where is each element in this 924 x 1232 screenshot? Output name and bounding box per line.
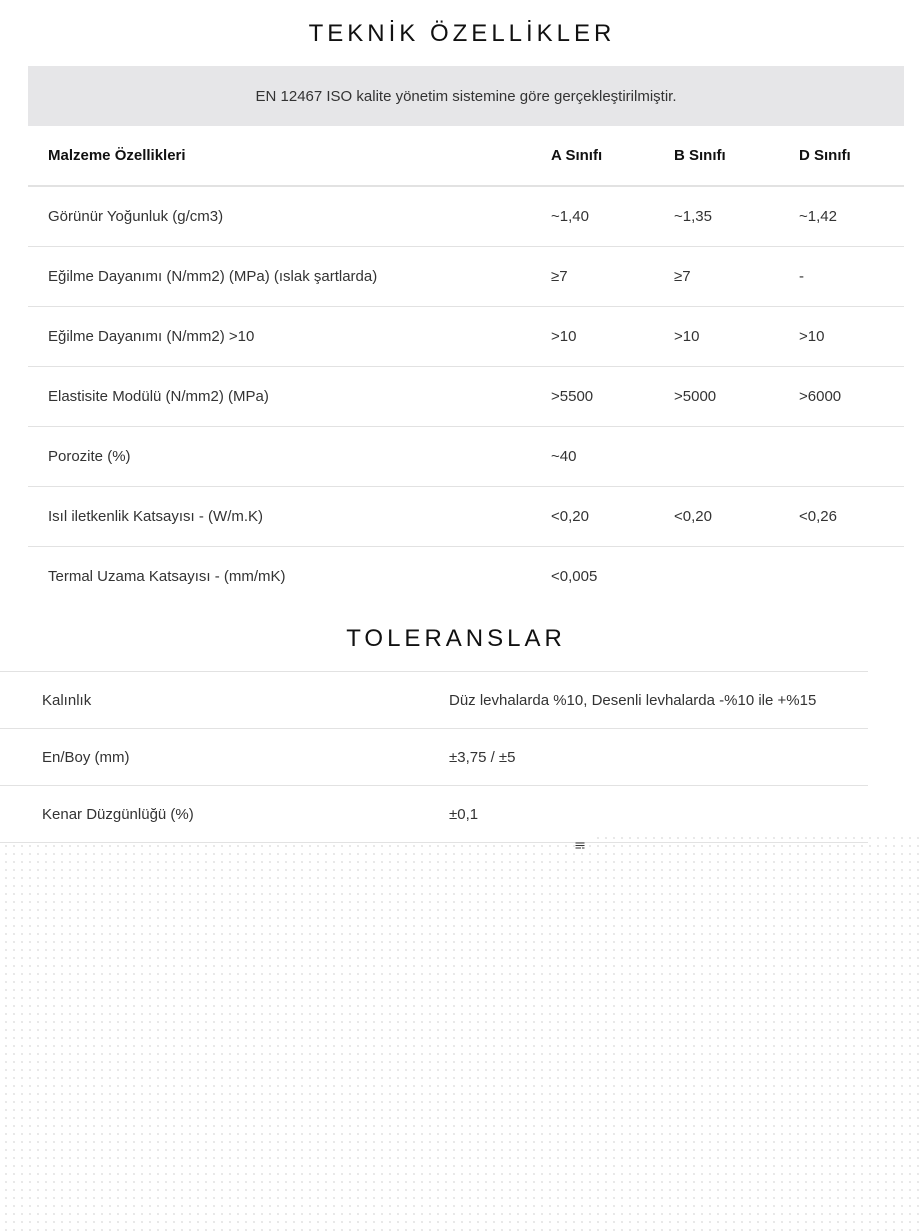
class-d-value [779, 547, 904, 607]
class-a-value: >5500 [531, 367, 654, 427]
property-name: Isıl iletkenlik Katsayısı - (W/m.K) [28, 487, 531, 547]
table-row [28, 427, 904, 487]
quality-note-text: EN 12467 ISO kalite yönetim sistemine göre gerçekleştirilmiştir. [255, 87, 677, 105]
table-row [28, 186, 904, 247]
class-a-value: >10 [531, 307, 654, 367]
header-material-properties: Malzeme Özellikleri [28, 126, 531, 186]
table-row [0, 672, 868, 729]
class-b-value: >10 [654, 307, 779, 367]
table-row [28, 367, 904, 427]
table-row [28, 307, 904, 367]
header-class-b: B Sınıfı [654, 126, 779, 186]
dotted-background [0, 832, 924, 1232]
property-name: Görünür Yoğunluk (g/cm3) [28, 186, 531, 247]
header-class-d: D Sınıfı [779, 126, 904, 186]
property-name: Porozite (%) [28, 427, 531, 487]
table-row [28, 547, 904, 607]
class-a-value: <0,005 [551, 568, 598, 585]
section-title-technical-specs: TEKNİK ÖZELLİKLER [308, 20, 616, 47]
class-b-value [654, 547, 779, 607]
class-a-value: ~40 [531, 427, 654, 487]
class-d-value: <0,26 [779, 487, 904, 547]
class-b-value: >5000 [654, 367, 779, 427]
table-row [28, 487, 904, 547]
tolerance-value: ±3,75 / ±5 [407, 729, 868, 786]
header-class-a: A Sınıfı [531, 126, 654, 186]
class-d-value: ~1,42 [779, 186, 904, 247]
class-d-value: - [779, 247, 904, 307]
class-b-value: <0,20 [654, 487, 779, 547]
class-b-value: ≥7 [654, 247, 779, 307]
tolerance-value: ±0,1 [407, 786, 868, 843]
tolerance-name: En/Boy (mm) [0, 729, 407, 786]
class-a-value: ~1,40 [531, 186, 654, 247]
class-a-value: <0,20 [531, 487, 654, 547]
quality-note-bar [28, 66, 904, 126]
property-name: Elastisite Modülü (N/mm2) (MPa) [28, 367, 531, 427]
tolerance-value: Düz levhalarda %10, Desenli levhalarda -%10 ile +%15 [407, 672, 868, 729]
table-row [0, 729, 868, 786]
table-row [0, 786, 868, 843]
tolerance-name: Kenar Düzgünlüğü (%) [0, 786, 407, 843]
technical-specs-table [28, 126, 904, 606]
grip-lines-icon [575, 838, 585, 848]
property-name: Eğilme Dayanımı (N/mm2) >10 [28, 307, 531, 367]
tolerance-name: Kalınlık [0, 672, 407, 729]
class-b-value [654, 427, 779, 487]
property-name: Termal Uzama Katsayısı - (mm/mK) [48, 568, 286, 585]
class-b-value: ~1,35 [654, 186, 779, 247]
property-name: Eğilme Dayanımı (N/mm2) (MPa) (ıslak şartlarda) [28, 247, 531, 307]
tolerances-table [0, 671, 868, 843]
table-row [28, 247, 904, 307]
section-title-tolerances: TOLERANSLAR [346, 625, 566, 652]
table-header-row [28, 126, 904, 186]
class-a-value: ≥7 [531, 247, 654, 307]
class-d-value [779, 427, 904, 487]
class-d-value: >10 [779, 307, 904, 367]
class-d-value: >6000 [779, 367, 904, 427]
